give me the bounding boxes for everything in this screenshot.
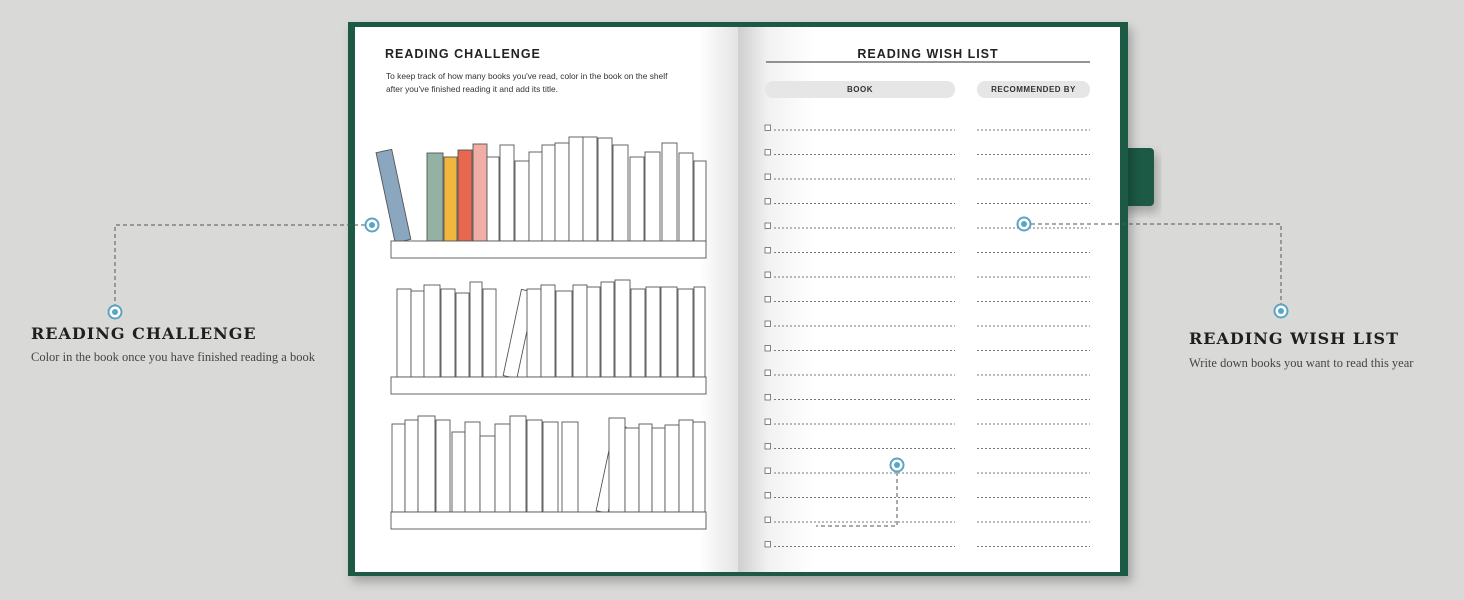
shelf-board [391,512,706,529]
left-callout-subtitle: Color in the book once you have finished reading a book [31,350,315,364]
left-connector [115,225,372,312]
book-spine [679,153,693,241]
book-spine [405,420,418,512]
row-checkbox [765,370,771,376]
intro-line: To keep track of how many books you've read, color in the book on the shelf [386,71,668,81]
book-spine [645,152,660,241]
book-spine [458,150,472,241]
book-spine [678,289,693,377]
row-checkbox [765,174,771,180]
book-spine [625,428,639,512]
row-checkbox [765,223,771,229]
row-checkbox [765,468,771,474]
book-spine [562,422,578,512]
row-checkbox [765,150,771,156]
shelf [391,280,706,394]
row-checkbox [765,297,771,303]
book-spine [483,289,496,377]
book-spine [615,280,630,377]
row-checkbox [765,346,771,352]
book-spine [609,418,625,512]
shelf-board [391,377,706,394]
right-callout-title: READING WISH LIST [1189,329,1400,348]
book-spine [556,291,572,377]
book-spine [470,282,482,377]
wish-list-heading: READING WISH LIST [857,47,999,61]
marker-dot [891,459,904,472]
book-spine [694,287,705,377]
book-spine [573,285,587,377]
row-checkbox [765,517,771,523]
book-spine [527,289,541,377]
book-spine [527,420,542,512]
book-spine [583,137,597,241]
book-spine [652,428,665,512]
row-checkbox [765,444,771,450]
book-spine [500,145,514,241]
book-spine [452,432,465,512]
book-spine [495,424,510,512]
book-spine [662,143,677,241]
book-spine [541,285,555,377]
book-spine [480,436,495,512]
book-spine [529,152,543,241]
book-spine [473,144,487,241]
book-spine [424,285,440,377]
book-spine [601,282,614,377]
right-page [738,27,1120,572]
book-spine [436,420,450,512]
right-callout-subtitle: Write down books you want to read this year [1189,356,1414,370]
book-spine [598,138,612,241]
left-callout-title: READING CHALLENGE [31,324,257,343]
book-spine [444,157,457,241]
book-spine [569,137,583,241]
book-spine [418,416,435,512]
row-checkbox [765,321,771,327]
row-checkbox [765,125,771,131]
reading-challenge-intro [386,70,716,96]
marker-dot [1275,305,1288,318]
row-checkbox [765,395,771,401]
book-spine [631,289,645,377]
book-spine [587,287,600,377]
shelf [391,416,706,529]
book-spine [411,291,424,377]
book-spine [542,145,555,241]
book-spine [392,424,405,512]
recommended-by-column-header: RECOMMENDED BY [977,81,1090,98]
book-spine [665,425,679,512]
book-spine [555,143,569,241]
row-checkbox [765,542,771,548]
book-spine [487,157,499,241]
book-spine [639,424,652,512]
book-spine [613,145,628,241]
book-spine [515,161,529,241]
row-checkbox [765,419,771,425]
book-spine [465,422,480,512]
book-spine [694,161,706,241]
book-spine [661,287,677,377]
book-spine [679,420,693,512]
row-checkbox [765,272,771,278]
row-checkbox [765,248,771,254]
marker-dot [1018,218,1031,231]
book-spine [441,289,455,377]
row-checkbox [765,493,771,499]
reading-challenge-heading: READING CHALLENGE [385,47,541,61]
book-spine [646,287,660,377]
book-spine [427,153,443,241]
book-column-header: BOOK [765,81,955,98]
marker-dot [109,306,122,319]
book-spine [543,422,558,512]
marker-dot [366,219,379,232]
row-checkbox [765,199,771,205]
shelf-board [391,241,706,258]
book-spine [510,416,526,512]
book-spine [397,289,411,377]
book-spine [630,157,644,241]
book-spine [456,293,469,377]
intro-line: after you've finished reading it and add its title. [386,84,558,94]
book-spine [693,422,705,512]
